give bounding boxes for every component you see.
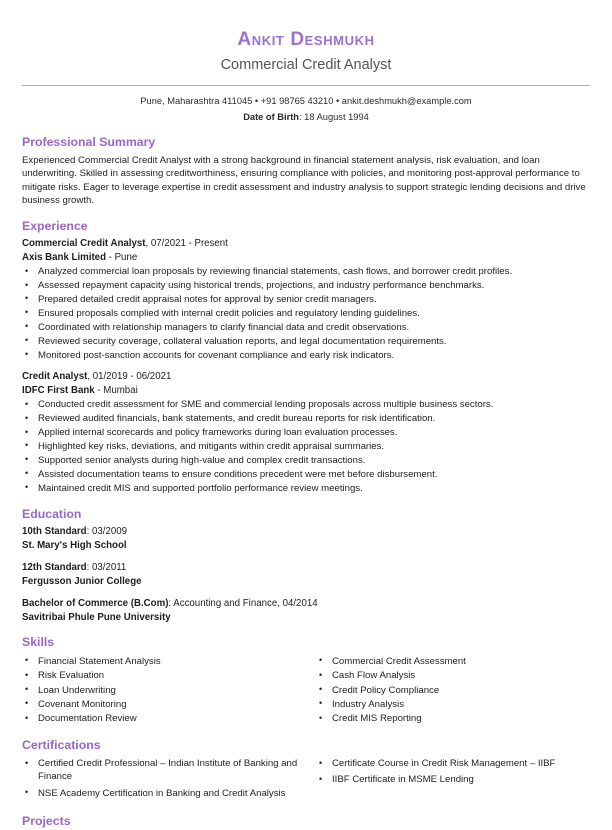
education-institution: St. Mary's High School bbox=[22, 539, 127, 551]
education-institution: Savitribai Phule Pune University bbox=[22, 611, 171, 623]
resume-header bbox=[22, 30, 590, 124]
job-bullet: • Monitored post-sanction accounts for covenant compliance and early risk indicators. bbox=[22, 349, 590, 363]
skill-item: • Cash Flow Analysis bbox=[316, 669, 590, 683]
skill-item: • Commercial Credit Assessment bbox=[316, 655, 590, 669]
education-qualification: Bachelor of Commerce (B.Com) bbox=[22, 598, 169, 610]
section-title-projects: Projects bbox=[22, 814, 71, 829]
education-qualification-line bbox=[22, 597, 590, 611]
education-qualification-line bbox=[22, 525, 590, 539]
skills-list-left bbox=[22, 655, 306, 727]
education-qualification: 12th Standard bbox=[22, 562, 87, 574]
education-entry bbox=[22, 561, 590, 588]
education-detail: : 03/2009 bbox=[86, 525, 128, 537]
job-bullet: • Ensured proposals complied with internal credit policies and regulatory lending guidelines. bbox=[22, 307, 590, 321]
section-professional-summary bbox=[22, 135, 590, 208]
job-location: - Pune bbox=[105, 251, 138, 263]
job-dates: , 01/2019 - 06/2021 bbox=[87, 371, 172, 383]
section-certifications bbox=[22, 738, 590, 804]
dob-separator: : bbox=[299, 111, 305, 122]
candidate-headline: Commercial Credit Analyst bbox=[220, 56, 392, 73]
experience-entry bbox=[22, 370, 590, 495]
experience-entry bbox=[22, 237, 590, 362]
job-bullet: • Reviewed security coverage, collateral valuation reports, and legal documentation requirements. bbox=[22, 335, 590, 349]
certifications-list-left bbox=[22, 757, 306, 800]
job-company: Axis Bank Limited bbox=[22, 251, 106, 263]
certification-item: • IIBF Certificate in MSME Lending bbox=[316, 773, 590, 786]
skill-item: • Loan Underwriting bbox=[22, 684, 306, 698]
skill-item: • Documentation Review bbox=[22, 712, 306, 726]
section-title-experience: Experience bbox=[22, 219, 88, 234]
section-education bbox=[22, 507, 590, 625]
skill-item: • Financial Statement Analysis bbox=[22, 655, 306, 669]
education-institution: Fergusson Junior College bbox=[22, 575, 142, 587]
job-bullet: • Maintained credit MIS and supported portfolio performance review meetings. bbox=[22, 482, 590, 496]
education-qualification: 10th Standard bbox=[22, 525, 87, 537]
job-role: Credit Analyst bbox=[22, 371, 88, 383]
skill-item: • Covenant Monitoring bbox=[22, 698, 306, 712]
section-title-certifications: Certifications bbox=[22, 737, 101, 752]
certifications-columns bbox=[22, 756, 590, 803]
job-location: - Mumbai bbox=[94, 384, 138, 396]
education-detail: : Accounting and Finance, 04/2014 bbox=[168, 598, 318, 610]
job-bullets bbox=[22, 398, 590, 495]
section-title-education: Education bbox=[22, 506, 82, 521]
skill-item: • Risk Evaluation bbox=[22, 669, 306, 683]
job-company-line bbox=[22, 384, 590, 397]
job-bullet: • Prepared detailed credit appraisal notes for approval by senior credit managers. bbox=[22, 293, 590, 307]
section-title-professional-summary: Professional Summary bbox=[22, 135, 156, 150]
job-bullet: • Conducted credit assessment for SME and commercial lending proposals across multiple business sectors. bbox=[22, 398, 590, 412]
job-bullet: • Highlighted key risks, deviations, and mitigants within credit appraisal summaries. bbox=[22, 440, 590, 454]
job-bullet: • Coordinated with relationship managers to clarify financial data and credit observations. bbox=[22, 321, 590, 335]
certifications-column-left bbox=[22, 756, 306, 803]
job-role: Commercial Credit Analyst bbox=[22, 238, 146, 250]
job-title-line bbox=[22, 370, 590, 383]
job-company-line bbox=[22, 251, 590, 264]
job-bullet: • Assessed repayment capacity using historical trends, projections, and industry performance benchmarks. bbox=[22, 279, 590, 293]
contact-line: Pune, Maharashtra 411045 • +91 98765 43210 • ankit.deshmukh@example.com bbox=[140, 96, 472, 107]
education-entry bbox=[22, 525, 590, 552]
skills-column-right bbox=[306, 654, 590, 727]
section-projects bbox=[22, 814, 590, 829]
job-dates: , 07/2021 - Present bbox=[145, 238, 228, 250]
date-of-birth-line bbox=[22, 111, 590, 124]
skills-column-left bbox=[22, 654, 306, 727]
professional-summary-text: Experienced Commercial Credit Analyst with a strong background in financial statement analysis, risk evaluation, and loan underwriting. Skilled in assessing creditworthiness, ensuring compliance with policies, and monitoring post-approval performance to mitigate risks. Eager to leverage expertise in credit assessment and industry analysis to support strategic lending decisions and drive business growth. bbox=[22, 154, 586, 207]
skill-item: • Credit Policy Compliance bbox=[316, 684, 590, 698]
section-title-skills: Skills bbox=[22, 635, 55, 650]
job-bullet: • Analyzed commercial loan proposals by reviewing financial statements, cash flows, and borrower credit profiles. bbox=[22, 265, 590, 279]
job-bullets bbox=[22, 265, 590, 362]
section-experience bbox=[22, 219, 590, 496]
job-bullet: • Supported senior analysts during high-value and complex credit transactions. bbox=[22, 454, 590, 468]
certification-item: • Certified Credit Professional – Indian Institute of Banking and Finance bbox=[22, 757, 306, 784]
skills-list-right bbox=[316, 655, 590, 727]
skill-item: • Industry Analysis bbox=[316, 698, 590, 712]
education-entry bbox=[22, 597, 590, 624]
certifications-column-right bbox=[306, 756, 590, 790]
certification-item: • Certificate Course in Credit Risk Management – IIBF bbox=[316, 757, 590, 770]
skills-columns bbox=[22, 654, 590, 727]
dob-value: 18 August 1994 bbox=[304, 111, 369, 122]
header-divider bbox=[22, 85, 590, 86]
education-qualification-line bbox=[22, 561, 590, 575]
certifications-list-right bbox=[316, 757, 590, 787]
section-skills bbox=[22, 635, 590, 726]
job-company: IDFC First Bank bbox=[22, 384, 95, 396]
job-title-line bbox=[22, 237, 590, 250]
education-detail: : 03/2011 bbox=[86, 562, 127, 574]
job-bullet: • Assisted documentation teams to ensure conditions precedent were met before disbursement. bbox=[22, 468, 590, 482]
job-bullet: • Reviewed audited financials, bank statements, and credit bureau reports for risk identification. bbox=[22, 412, 590, 426]
skill-item: • Credit MIS Reporting bbox=[316, 712, 590, 726]
candidate-name: Ankit Deshmukh bbox=[237, 29, 375, 50]
dob-label: Date of Birth bbox=[243, 111, 299, 122]
certification-item: • NSE Academy Certification in Banking and Credit Analysis bbox=[22, 787, 306, 800]
job-bullet: • Applied internal scorecards and policy frameworks during loan evaluation processes. bbox=[22, 426, 590, 440]
